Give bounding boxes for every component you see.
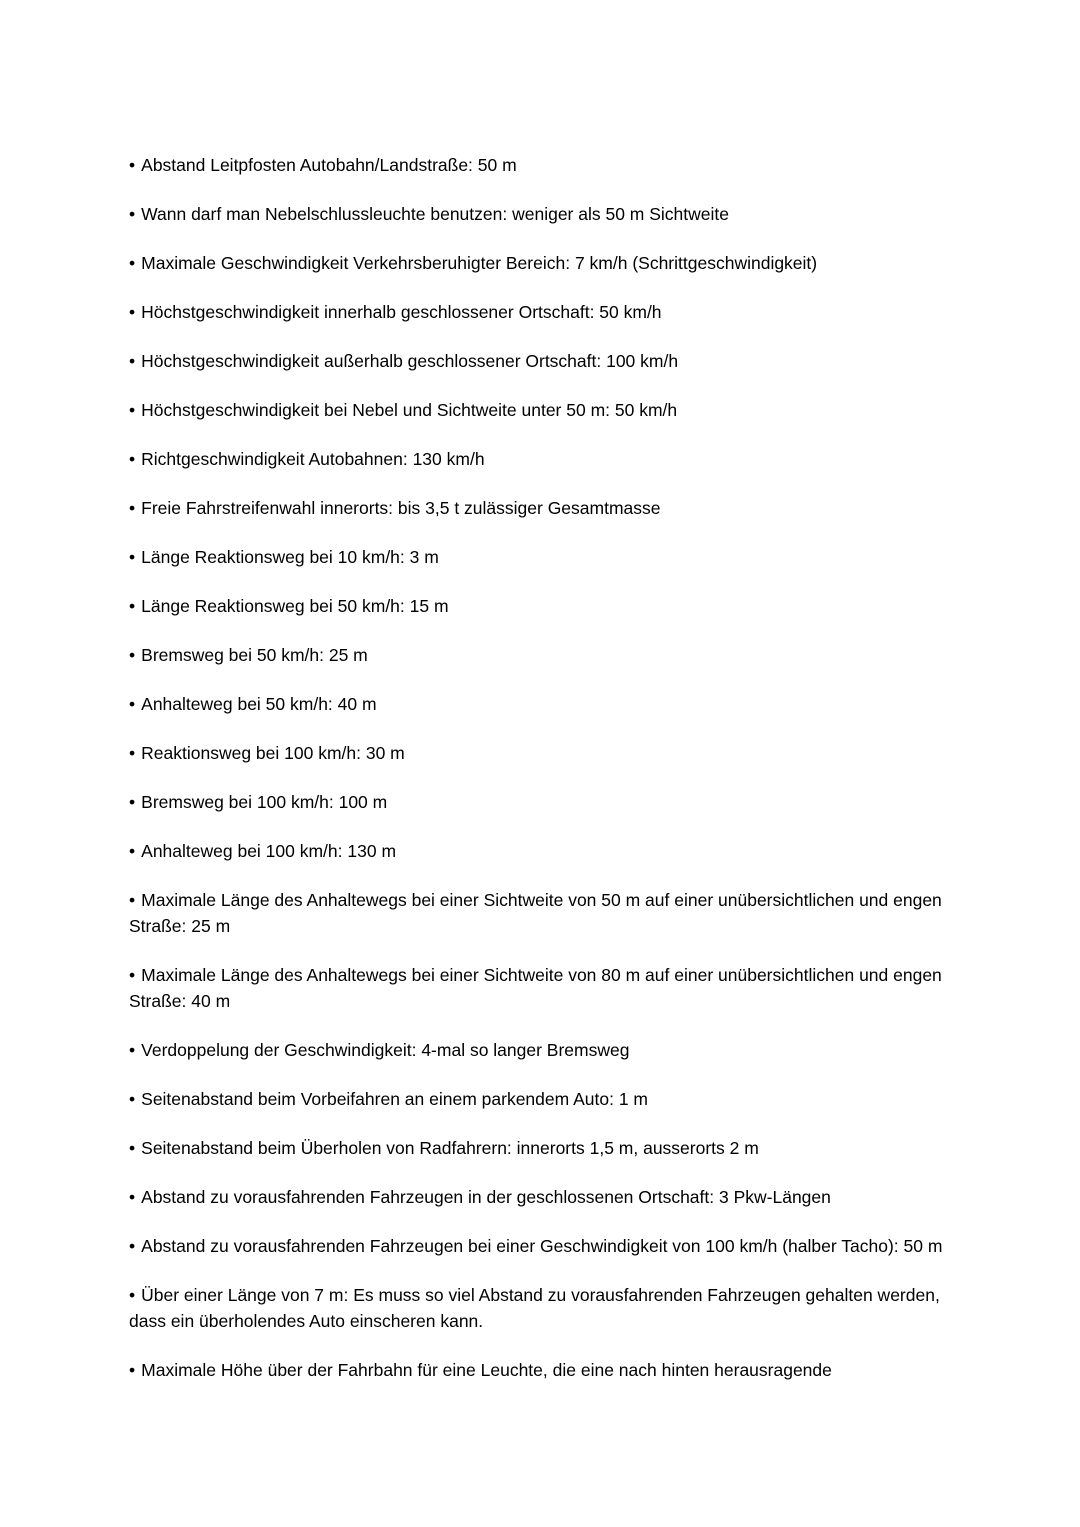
bullet-icon: • <box>129 890 136 910</box>
list-item <box>129 642 949 668</box>
list-item <box>129 495 949 521</box>
bullet-icon: • <box>129 645 136 665</box>
list-item <box>129 348 949 374</box>
bullet-icon: • <box>129 965 136 985</box>
bullet-icon: • <box>129 155 136 175</box>
list-item <box>129 299 949 325</box>
list-item-text: Bremsweg bei 50 km/h: 25 m <box>141 645 368 665</box>
list-item-text: Maximale Höhe über der Fahrbahn für eine Leuchte, die eine nach hinten herausragende <box>141 1360 832 1380</box>
list-item-text: Seitenabstand beim Überholen von Radfahrern: innerorts 1,5 m, ausserorts 2 m <box>141 1138 759 1158</box>
list-item <box>129 201 949 227</box>
bullet-icon: • <box>129 204 136 224</box>
bullet-icon: • <box>129 743 136 763</box>
list-item <box>129 446 949 472</box>
bullet-icon: • <box>129 1138 136 1158</box>
bullet-icon: • <box>129 351 136 371</box>
bullet-icon: • <box>129 1360 136 1380</box>
bullet-icon: • <box>129 1089 136 1109</box>
bullet-icon: • <box>129 1040 136 1060</box>
list-item-text: Höchstgeschwindigkeit innerhalb geschlossener Ortschaft: 50 km/h <box>141 302 662 322</box>
list-item-text: Wann darf man Nebelschlussleuchte benutzen: weniger als 50 m Sichtweite <box>141 204 729 224</box>
list-item <box>129 1086 949 1112</box>
bullet-icon: • <box>129 547 136 567</box>
list-item-text: Höchstgeschwindigkeit außerhalb geschlossener Ortschaft: 100 km/h <box>141 351 679 371</box>
list-item <box>129 152 949 178</box>
list-item <box>129 544 949 570</box>
list-item-text: Länge Reaktionsweg bei 50 km/h: 15 m <box>141 596 449 616</box>
bullet-icon: • <box>129 253 136 273</box>
list-item <box>129 1135 949 1161</box>
list-item <box>129 397 949 423</box>
list-item-text: Anhalteweg bei 50 km/h: 40 m <box>141 694 377 714</box>
bullet-icon: • <box>129 841 136 861</box>
fact-list <box>129 152 949 1406</box>
bullet-icon: • <box>129 1285 136 1305</box>
list-item <box>129 1233 949 1259</box>
list-item-text: Länge Reaktionsweg bei 10 km/h: 3 m <box>141 547 439 567</box>
list-item-text: Abstand zu vorausfahrenden Fahrzeugen in der geschlossenen Ortschaft: 3 Pkw-Längen <box>141 1187 831 1207</box>
bullet-icon: • <box>129 792 136 812</box>
list-item-text: Verdoppelung der Geschwindigkeit: 4-mal so langer Bremsweg <box>141 1040 630 1060</box>
bullet-icon: • <box>129 302 136 322</box>
list-item <box>129 789 949 815</box>
list-item-text: Maximale Geschwindigkeit Verkehrsberuhigter Bereich: 7 km/h (Schrittgeschwindigkeit) <box>141 253 818 273</box>
bullet-icon: • <box>129 694 136 714</box>
list-item-text: Richtgeschwindigkeit Autobahnen: 130 km/h <box>141 449 485 469</box>
list-item <box>129 691 949 717</box>
list-item <box>129 962 949 1014</box>
bullet-icon: • <box>129 1236 136 1256</box>
bullet-icon: • <box>129 498 136 518</box>
list-item-text: Seitenabstand beim Vorbeifahren an einem parkendem Auto: 1 m <box>141 1089 648 1109</box>
bullet-icon: • <box>129 596 136 616</box>
list-item <box>129 1282 949 1334</box>
list-item-text: Maximale Länge des Anhaltewegs bei einer Sichtweite von 50 m auf einer unübersichtlichen und engen Straße: 25 m <box>129 890 942 936</box>
list-item-text: Über einer Länge von 7 m: Es muss so viel Abstand zu vorausfahrenden Fahrzeugen gehalten werden, dass ein überholendes Auto einscheren kann. <box>129 1285 940 1331</box>
list-item <box>129 1037 949 1063</box>
list-item-text: Anhalteweg bei 100 km/h: 130 m <box>141 841 397 861</box>
list-item-text: Reaktionsweg bei 100 km/h: 30 m <box>141 743 405 763</box>
list-item-text: Abstand zu vorausfahrenden Fahrzeugen bei einer Geschwindigkeit von 100 km/h (halber Tacho): 50 m <box>141 1236 943 1256</box>
bullet-icon: • <box>129 1187 136 1207</box>
list-item <box>129 887 949 939</box>
list-item <box>129 838 949 864</box>
bullet-icon: • <box>129 449 136 469</box>
list-item <box>129 250 949 276</box>
list-item-text: Höchstgeschwindigkeit bei Nebel und Sichtweite unter 50 m: 50 km/h <box>141 400 678 420</box>
list-item-text: Abstand Leitpfosten Autobahn/Landstraße: 50 m <box>141 155 517 175</box>
list-item <box>129 593 949 619</box>
list-item <box>129 1184 949 1210</box>
bullet-icon: • <box>129 400 136 420</box>
list-item-text: Freie Fahrstreifenwahl innerorts: bis 3,5 t zulässiger Gesamtmasse <box>141 498 661 518</box>
list-item <box>129 1357 949 1383</box>
list-item-text: Bremsweg bei 100 km/h: 100 m <box>141 792 388 812</box>
list-item <box>129 740 949 766</box>
list-item-text: Maximale Länge des Anhaltewegs bei einer Sichtweite von 80 m auf einer unübersichtlichen und engen Straße: 40 m <box>129 965 942 1011</box>
